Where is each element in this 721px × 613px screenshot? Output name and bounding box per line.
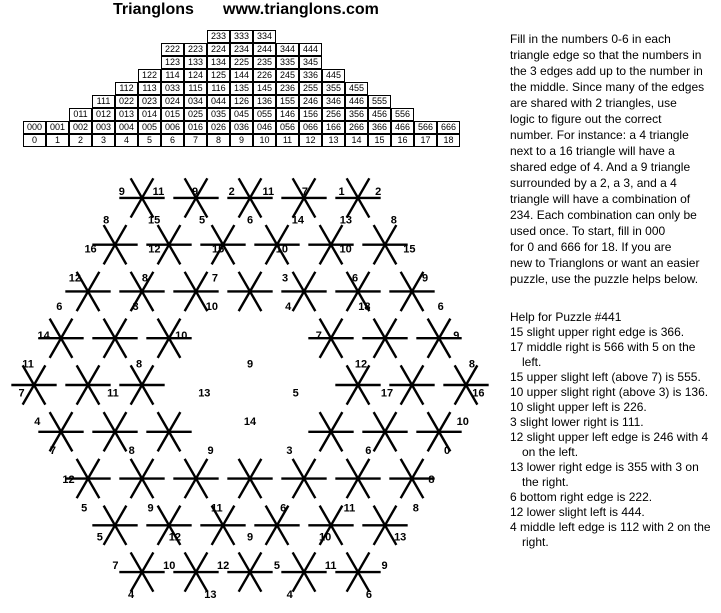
sum-cell: 2: [69, 134, 92, 147]
triangle-number: 9: [246, 531, 254, 544]
combo-cell: 134: [207, 56, 230, 69]
help-title: Help for Puzzle #441: [510, 310, 622, 324]
combo-cell: 023: [138, 95, 161, 108]
combo-cell: 126: [230, 95, 253, 108]
triangle-number: 7: [301, 185, 308, 198]
help-item: 13 lower right edge is 355 with 3 on the right.: [510, 460, 699, 489]
sum-cell: 1: [46, 134, 69, 147]
triangle-number: 0: [444, 444, 451, 457]
triangle-number: 2: [375, 185, 382, 198]
triangle-number: 9: [147, 502, 154, 515]
combo-cell: 003: [92, 121, 115, 134]
combo-cell: 555: [368, 95, 391, 108]
combo-cell: 266: [345, 121, 368, 134]
combo-cell: 466: [391, 121, 414, 134]
sum-cell: 3: [92, 134, 115, 147]
combo-cell: 222: [161, 43, 184, 56]
combo-cell: 035: [207, 108, 230, 121]
combo-cell: 246: [299, 95, 322, 108]
triangle-number: 17: [380, 387, 394, 400]
combo-cell: 125: [207, 69, 230, 82]
combo-cell: 226: [253, 69, 276, 82]
sum-cell: 9: [230, 134, 253, 147]
triangle-number: 9: [118, 185, 125, 198]
combo-cell: 345: [299, 56, 322, 69]
triangle-number: 12: [216, 560, 230, 573]
triangle-grid-lines: [11, 178, 488, 591]
triangle-number: 12: [62, 473, 75, 486]
combo-cell: 256: [322, 108, 345, 121]
combo-cell: 145: [253, 82, 276, 95]
combo-cell: 566: [414, 121, 437, 134]
combo-cell: 013: [115, 108, 138, 121]
sum-cell: 18: [437, 134, 460, 147]
combo-cell: 011: [69, 108, 92, 121]
combo-cell: 556: [391, 108, 414, 121]
combo-cell: 012: [92, 108, 115, 121]
sum-cell: 12: [299, 134, 322, 147]
triangle-number: 8: [390, 214, 397, 227]
triangle-number: 6: [280, 502, 287, 515]
instruction-line: 234. Each combination can only be: [510, 208, 697, 222]
instruction-line: triangle edge so that the numbers in: [510, 48, 702, 62]
instruction-line: are shared with 2 triangles, use: [510, 96, 677, 110]
instructions: [510, 31, 718, 287]
triangle-numbers: [19, 186, 485, 601]
triangle-number: 12: [354, 358, 368, 371]
triangle-number: 9: [453, 329, 460, 342]
combo-cell: 225: [230, 56, 253, 69]
combo-cell: 334: [253, 30, 276, 43]
sum-cell: 17: [414, 134, 437, 147]
triangle-number: 2: [228, 185, 235, 198]
triangle-number: 8: [412, 502, 419, 515]
combo-cell: 234: [230, 43, 253, 56]
triangle-number: 7: [112, 560, 119, 573]
help-item: 6 bottom right edge is 222.: [510, 490, 653, 504]
triangle-number: 5: [81, 502, 88, 515]
triangle-number: 13: [339, 214, 352, 227]
instruction-line: Fill in the numbers 0-6 in each: [510, 32, 671, 46]
triangle-number: 10: [163, 560, 176, 573]
page-title: Trianglons: [113, 1, 194, 18]
combo-cell: 236: [276, 82, 299, 95]
instruction-line: new to Trianglons or want an easier: [510, 256, 700, 270]
triangle-number: 7: [315, 329, 322, 342]
instruction-line: surrounded by a 2, a 3, and a 4: [510, 176, 677, 190]
combo-cell: 456: [368, 108, 391, 121]
combo-cell: 055: [253, 108, 276, 121]
combo-cell: 001: [46, 121, 69, 134]
triangle-number: 10: [275, 243, 289, 256]
triangle-number: 12: [148, 243, 161, 256]
combo-cell: 455: [345, 82, 368, 95]
combo-cell: 445: [322, 69, 345, 82]
combo-cell: 136: [253, 95, 276, 108]
combo-cell: 335: [276, 56, 299, 69]
triangle-number: 6: [246, 214, 254, 227]
triangle-number: 10: [205, 301, 218, 314]
combo-cell: 245: [276, 69, 299, 82]
triangle-number: 9: [422, 272, 429, 285]
combo-cell: 122: [138, 69, 161, 82]
triangle-number: 5: [199, 214, 206, 227]
sum-cell: 7: [184, 134, 207, 147]
combo-cell: 114: [161, 69, 184, 82]
triangle-number: 14: [37, 329, 50, 342]
combo-cell: 144: [230, 69, 253, 82]
combo-cell: 112: [115, 82, 138, 95]
triangle-number: 18: [358, 301, 371, 314]
combo-cell: 066: [299, 121, 322, 134]
combo-cell: 016: [184, 121, 207, 134]
triangle-number: 3: [132, 301, 139, 314]
help-item: 12 lower slight left is 444.: [510, 505, 645, 519]
triangle-number: 3: [281, 272, 289, 285]
help-item: 3 slight lower right is 111.: [510, 415, 644, 429]
combo-cell: 235: [253, 56, 276, 69]
triangle-number: 14: [291, 214, 305, 227]
triangle-number: 11: [343, 502, 356, 515]
triangle-number: 12: [68, 272, 82, 285]
instruction-line: logic to figure out the correct: [510, 112, 662, 126]
combo-cell: 026: [207, 121, 230, 134]
instruction-line: next to a 16 triangle will have a: [510, 144, 675, 158]
triangle-number: 11: [22, 358, 34, 371]
triangle-number: 8: [135, 358, 143, 371]
triangle-number: 11: [262, 185, 275, 198]
combo-cell: 333: [230, 30, 253, 43]
triangle-number: 6: [351, 272, 359, 285]
triangle-number: 14: [243, 416, 257, 429]
combo-cell: 045: [230, 108, 253, 121]
combo-cell: 046: [253, 121, 276, 134]
combo-cell: 014: [138, 108, 161, 121]
combo-cell: 005: [138, 121, 161, 134]
triangle-number: 13: [204, 588, 217, 601]
combo-cell: 044: [207, 95, 230, 108]
triangle-number: 4: [34, 416, 41, 429]
combo-cell: 666: [437, 121, 460, 134]
help-item: 10 slight upper left is 226.: [510, 400, 647, 414]
combo-cell: 233: [207, 30, 230, 43]
combo-cell: 366: [368, 121, 391, 134]
help-item: 4 middle left edge is 112 with 2 on the right.: [510, 520, 711, 549]
combo-cell: 002: [69, 121, 92, 134]
combo-cell: 022: [115, 95, 138, 108]
combination-table: [0, 30, 500, 170]
sum-cell: 4: [115, 134, 138, 147]
triangle-number: 5: [96, 531, 103, 544]
triangle-number: 6: [437, 301, 444, 314]
triangle-number: 4: [285, 301, 292, 314]
instruction-line: puzzle, use the puzzle helps below.: [510, 272, 699, 286]
help-item: 17 middle right is 566 with 5 on the left.: [510, 340, 696, 369]
site-url: www.trianglons.com: [223, 1, 379, 18]
triangle-number: 8: [468, 358, 476, 371]
sum-cell: 15: [368, 134, 391, 147]
triangle-number: 16: [472, 387, 485, 400]
combo-cell: 124: [184, 69, 207, 82]
triangle-number: 16: [84, 243, 97, 256]
triangle-number: 13: [394, 531, 407, 544]
triangle-number: 12: [168, 531, 182, 544]
triangle-number: 7: [18, 387, 25, 400]
combo-cell: 223: [184, 43, 207, 56]
triangle-number: 11: [211, 502, 223, 515]
combo-cell: 336: [299, 69, 322, 82]
triangle-number: 8: [128, 444, 135, 457]
help-item: 15 slight upper right edge is 366.: [510, 325, 685, 339]
help-item: 15 upper slight left (above 7) is 555.: [510, 370, 701, 384]
combo-cell: 244: [253, 43, 276, 56]
sum-cell: 13: [322, 134, 345, 147]
triangle-number: 5: [273, 560, 280, 573]
combo-cell: 133: [184, 56, 207, 69]
combo-cell: 356: [345, 108, 368, 121]
triangle-number: 3: [286, 444, 293, 457]
instruction-line: used once. To start, fill in 000: [510, 224, 666, 238]
triangle-number: 6: [365, 588, 372, 601]
combo-cell: 166: [322, 121, 345, 134]
combo-cell: 224: [207, 43, 230, 56]
combo-cell: 034: [184, 95, 207, 108]
help-item: 12 slight upper left edge is 246 with 4 on the left.: [510, 430, 709, 459]
triangle-number: 4: [286, 588, 293, 601]
combo-cell: 111: [92, 95, 115, 108]
instruction-line: shared edge of 4. And a 9 triangle: [510, 160, 691, 174]
combo-cell: 006: [161, 121, 184, 134]
combo-cell: 025: [184, 108, 207, 121]
triangle-number: 13: [198, 387, 211, 400]
triangle-number: 4: [128, 588, 135, 601]
combo-cell: 024: [161, 95, 184, 108]
combo-cell: 155: [276, 95, 299, 108]
triangle-number: 5: [292, 387, 299, 400]
instruction-line: for 0 and 666 for 18. If you are: [510, 240, 672, 254]
triangle-number: 10: [318, 531, 332, 544]
combo-cell: 344: [276, 43, 299, 56]
triangle-number: 15: [148, 214, 161, 227]
triangle-number: 10: [339, 243, 352, 256]
triangle-number: 8: [141, 272, 149, 285]
help-item: 10 upper slight right (above 3) is 136.: [510, 385, 709, 399]
combo-cell: 444: [299, 43, 322, 56]
triangle-number: 11: [107, 387, 119, 400]
combo-cell: 346: [322, 95, 345, 108]
sum-cell: 16: [391, 134, 414, 147]
triangle-number: 11: [324, 560, 337, 573]
triangle-number: 9: [246, 358, 254, 371]
combo-cell: 116: [207, 82, 230, 95]
triangle-number: 15: [403, 243, 416, 256]
combo-cell: 036: [230, 121, 253, 134]
triangle-number: 15: [211, 243, 225, 256]
instruction-line: the 3 edges add up to the number in: [510, 64, 703, 78]
combo-cell: 355: [322, 82, 345, 95]
help-panel: [510, 310, 718, 550]
combo-cell: 056: [276, 121, 299, 134]
combo-cell: 004: [115, 121, 138, 134]
combo-cell: 033: [161, 82, 184, 95]
triangle-number: 9: [381, 560, 388, 573]
triangle-number: 8: [428, 473, 435, 486]
sum-cell: 8: [207, 134, 230, 147]
combo-cell: 146: [276, 108, 299, 121]
sum-cell: 5: [138, 134, 161, 147]
instruction-line: triangle will have a combination of: [510, 192, 691, 206]
triangle-number: 7: [211, 272, 219, 285]
triangle-number: 10: [175, 329, 188, 342]
combo-cell: 156: [299, 108, 322, 121]
triangle-number: 11: [152, 185, 165, 198]
combo-cell: 255: [299, 82, 322, 95]
triangle-number: 10: [456, 416, 469, 429]
combo-cell: 446: [345, 95, 368, 108]
header: [0, 0, 500, 24]
help-list: [510, 325, 718, 550]
triangle-number: 8: [103, 214, 110, 227]
combo-cell: 000: [23, 121, 46, 134]
triangle-number: 1: [338, 185, 345, 198]
combo-cell: 015: [161, 108, 184, 121]
sum-cell: 10: [253, 134, 276, 147]
sum-cell: 11: [276, 134, 299, 147]
triangle-number: 7: [49, 444, 56, 457]
triangle-number: 9: [207, 444, 214, 457]
combo-cell: 135: [230, 82, 253, 95]
combo-cell: 115: [184, 82, 207, 95]
instruction-line: the middle. Since many of the edges: [510, 80, 705, 94]
sum-cell: 14: [345, 134, 368, 147]
sum-cell: 0: [23, 134, 46, 147]
combo-cell: 113: [138, 82, 161, 95]
puzzle-board: [0, 170, 500, 610]
triangle-number: 9: [192, 185, 199, 198]
triangle-number: 6: [56, 301, 63, 314]
sum-cell: 6: [161, 134, 184, 147]
triangle-number: 6: [365, 444, 372, 457]
instruction-line: number. For instance: a 4 triangle: [510, 128, 689, 142]
combo-cell: 123: [161, 56, 184, 69]
